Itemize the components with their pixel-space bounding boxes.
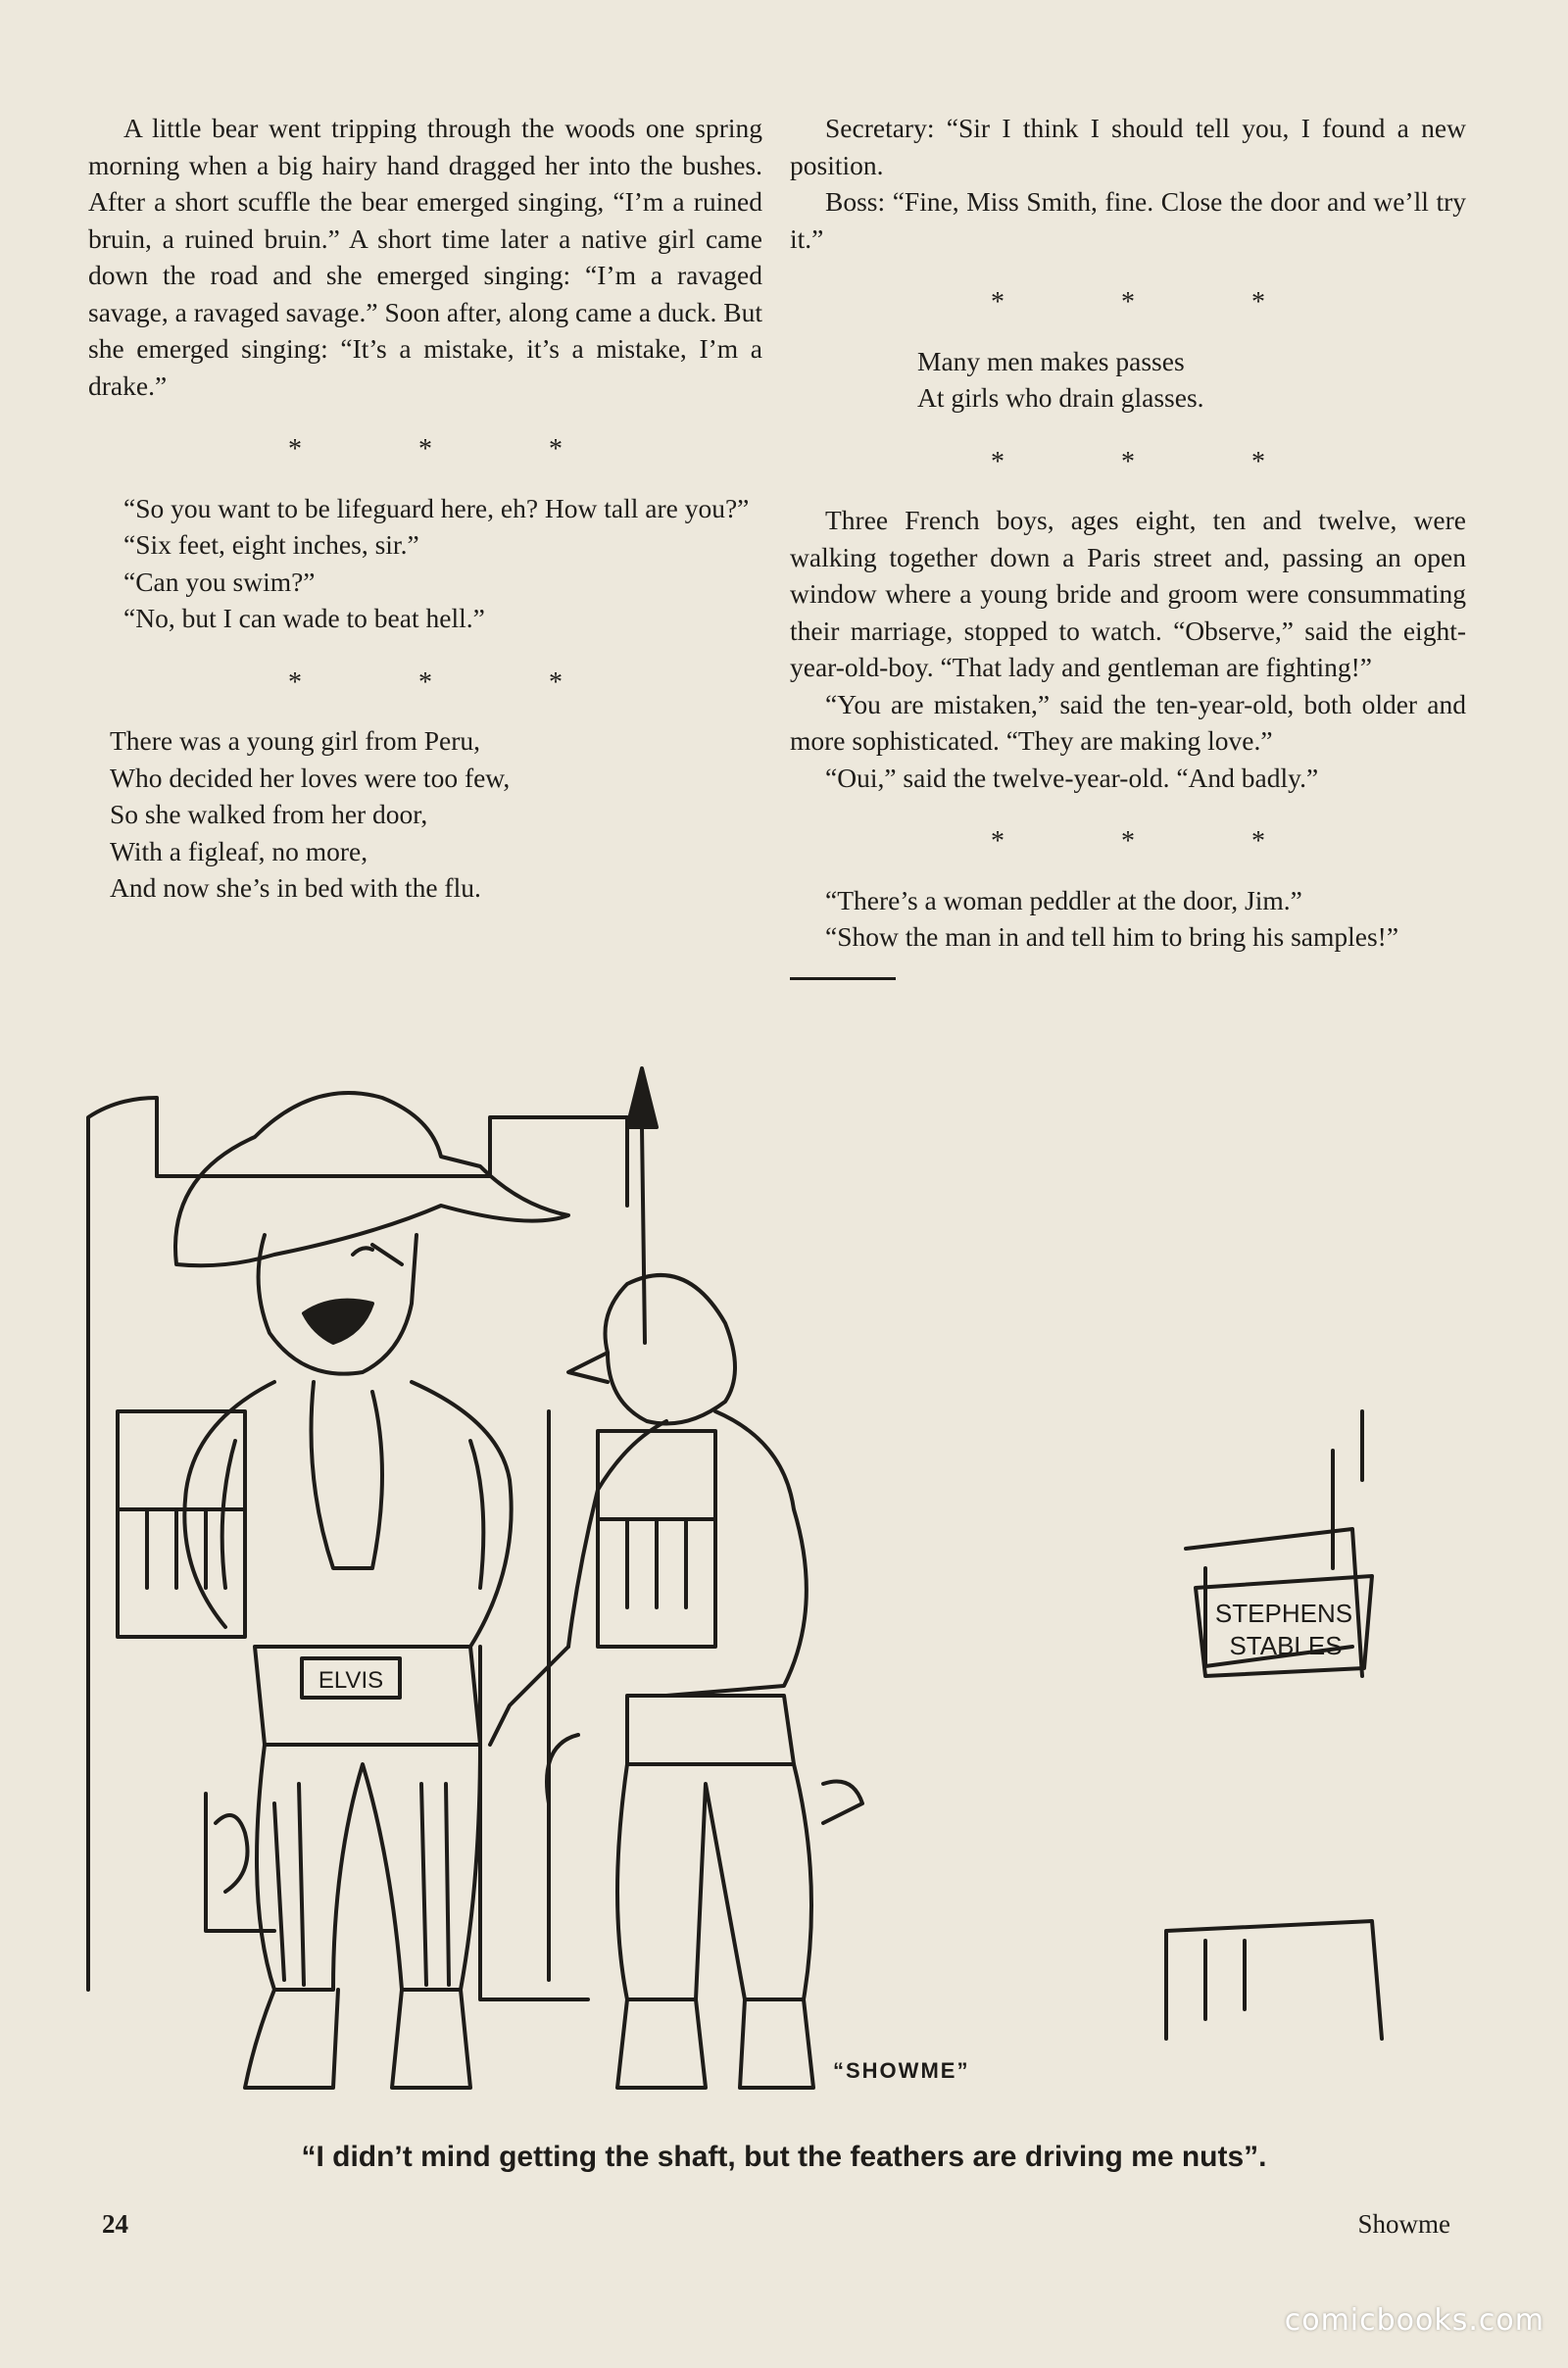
cartoon-caption: “I didn’t mind getting the shaft, but the feathers are driving me nuts”. <box>301 2141 1267 2173</box>
limerick-line: So she walked from her door, <box>110 799 428 829</box>
french-boys-joke: Three French boys, ages eight, ten and twelve, were walking together down a Paris street and, passing an open window where a young bride and groom were consummating their marriage, stopped to watch. “Observe,” said the eight-year-old-boy. “That lady and gentleman are fighting!” <box>790 505 1466 682</box>
right-column <box>790 110 1466 980</box>
magazine-name: Showme <box>1357 2209 1450 2239</box>
page-number: 24 <box>102 2209 128 2239</box>
star-divider: * * * <box>991 287 1320 318</box>
site-watermark: comicbooks.com <box>1284 2303 1544 2338</box>
lifeguard-line: “Can you swim?” <box>123 566 316 597</box>
star-divider: * * * <box>991 826 1320 857</box>
couplet-line: Many men makes passes <box>917 345 1185 376</box>
peddler-joke: “There’s a woman peddler at the door, Jim.” <box>825 884 1302 915</box>
star-divider: * * * <box>288 434 617 465</box>
secretary-joke: Secretary: “Sir I think I should tell you, I found a new position. <box>790 113 1466 180</box>
sign-line-1: STEPHENS <box>1214 1599 1353 1628</box>
artist-signature: “SHOWME” <box>833 2058 970 2083</box>
secretary-joke: Boss: “Fine, Miss Smith, fine. Close the door and we’ll try it.” <box>790 186 1466 254</box>
french-boys-joke: “Oui,” said the twelve-year-old. “And badly.” <box>825 762 1319 793</box>
french-boys-joke: “You are mistaken,” said the ten-year-old, both older and more sophisticated. “They are making love.” <box>790 688 1466 756</box>
lifeguard-line: “No, but I can wade to beat hell.” <box>123 603 485 633</box>
column-end-rule <box>790 977 896 980</box>
couplet-line: At girls who drain glasses. <box>917 382 1204 413</box>
limerick-line: Who decided her loves were too few, <box>110 762 511 793</box>
star-divider: * * * <box>288 666 617 698</box>
limerick-line: With a figleaf, no more, <box>110 835 368 866</box>
lifeguard-line: “So you want to be lifeguard here, eh? How tall are you?” <box>123 492 750 523</box>
bear-joke: A little bear went tripping through the woods one spring morning when a big hairy hand dragged her into the bushes. After a short scuffle the bear emerged singing, “I’m a ruined bruin, a ruined bruin.” A short time later a native girl came down the road and she emerged singing: “I’m a ravaged savage, a ravaged savage.” Soon after, along came a duck. But she emerged singing: “It’s a mistake, it’s a mistake, I’m a drake.” <box>88 113 762 401</box>
limerick-line: And now she’s in bed with the flu. <box>110 872 481 903</box>
limerick-line: There was a young girl from Peru, <box>110 725 481 756</box>
lifeguard-line: “Six feet, eight inches, sir.” <box>123 529 419 560</box>
background-buildings <box>88 1098 1382 2039</box>
belt-buckle-text: ELVIS <box>318 1667 384 1694</box>
left-column <box>88 110 762 907</box>
sign-line-2: STABLES <box>1229 1631 1343 1660</box>
star-divider: * * * <box>991 446 1320 477</box>
peddler-joke: “Show the man in and tell him to bring his samples!” <box>825 921 1399 952</box>
couplet <box>790 343 1466 417</box>
cowboy-cartoon <box>78 1059 1509 2127</box>
cowboy-elvis <box>175 1093 568 2088</box>
